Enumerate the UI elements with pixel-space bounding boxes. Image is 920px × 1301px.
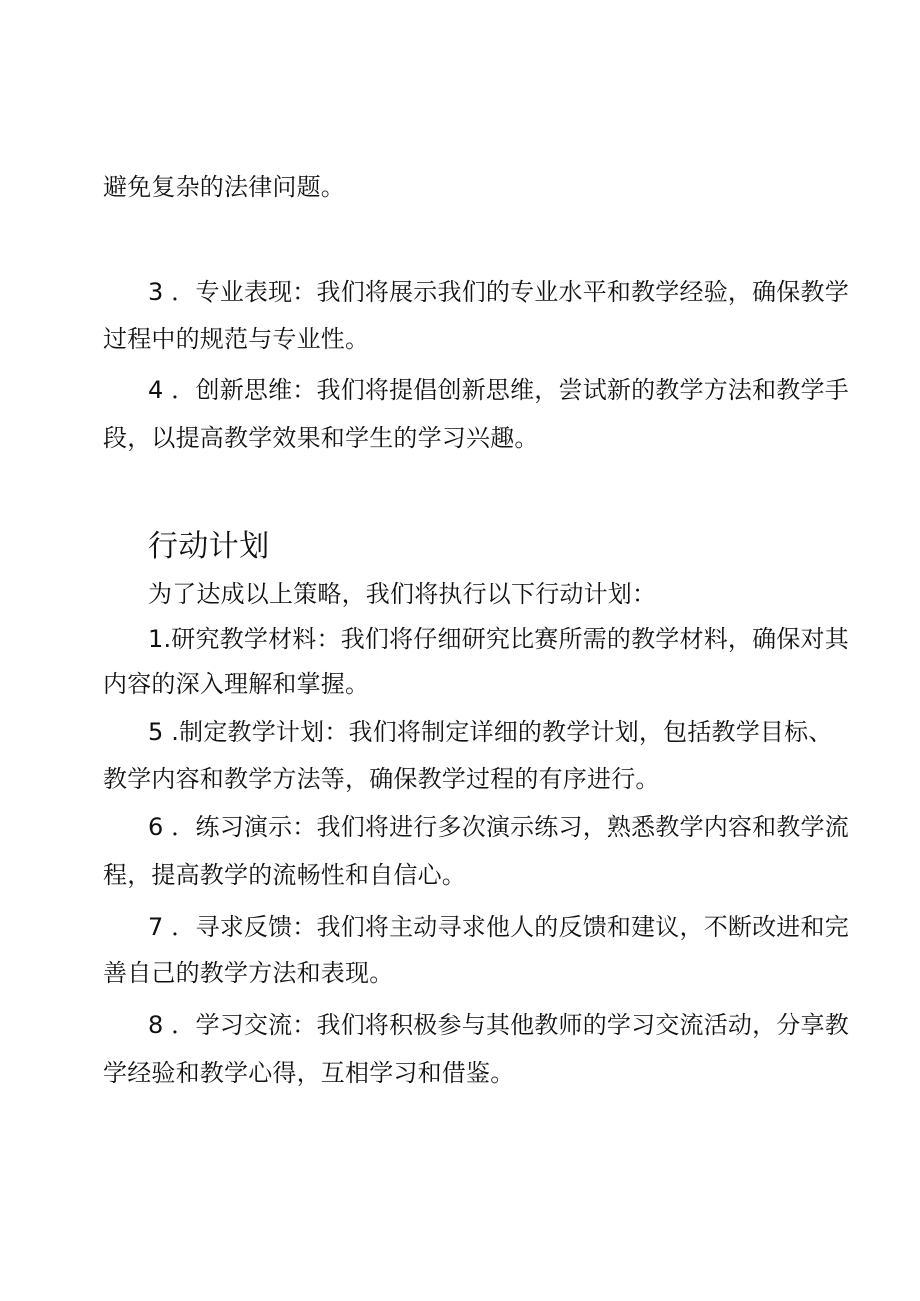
strategy-item-4-line-2: 段，以提高教学效果和学生的学习兴趣。 xyxy=(103,424,539,452)
action-item-7-line-2: 善自己的教学方法和表现。 xyxy=(103,959,394,987)
action-item-7-line-1: 7 ．寻求反馈：我们将主动寻求他人的反馈和建议，不断改进和完 xyxy=(148,913,849,941)
action-plan-intro: 为了达成以上策略，我们将执行以下行动计划： xyxy=(148,580,657,608)
strategy-item-3-line-2: 过程中的规范与专业性。 xyxy=(103,325,370,353)
strategy-item-3-line-1: 3 ．专业表现：我们将展示我们的专业水平和教学经验，确保教学 xyxy=(148,278,849,306)
paragraph-fragment: 避免复杂的法律问题。 xyxy=(103,173,345,201)
action-item-1-line-1: 1.研究教学材料：我们将仔细研究比赛所需的教学材料，确保对其 xyxy=(148,625,849,653)
action-item-8-line-1: 8 ．学习交流：我们将积极参与其他教师的学习交流活动，分享教 xyxy=(148,1011,849,1039)
section-heading-action-plan: 行动计划 xyxy=(148,529,270,564)
action-item-5-line-1: 5 .制定教学计划：我们将制定详细的教学计划，包括教学目标、 xyxy=(148,718,833,746)
action-item-8-line-2: 学经验和教学心得，互相学习和借鉴。 xyxy=(103,1059,515,1087)
action-item-1-line-2: 内容的深入理解和掌握。 xyxy=(103,670,370,698)
strategy-item-4-line-1: 4 ．创新思维：我们将提倡创新思维，尝试新的教学方法和教学手 xyxy=(148,376,849,404)
action-item-6-line-1: 6 ．练习演示：我们将进行多次演示练习，熟悉教学内容和教学流 xyxy=(148,813,849,841)
action-item-5-line-2: 教学内容和教学方法等，确保教学过程的有序进行。 xyxy=(103,765,660,793)
action-item-6-line-2: 程，提高教学的流畅性和自信心。 xyxy=(103,861,466,889)
